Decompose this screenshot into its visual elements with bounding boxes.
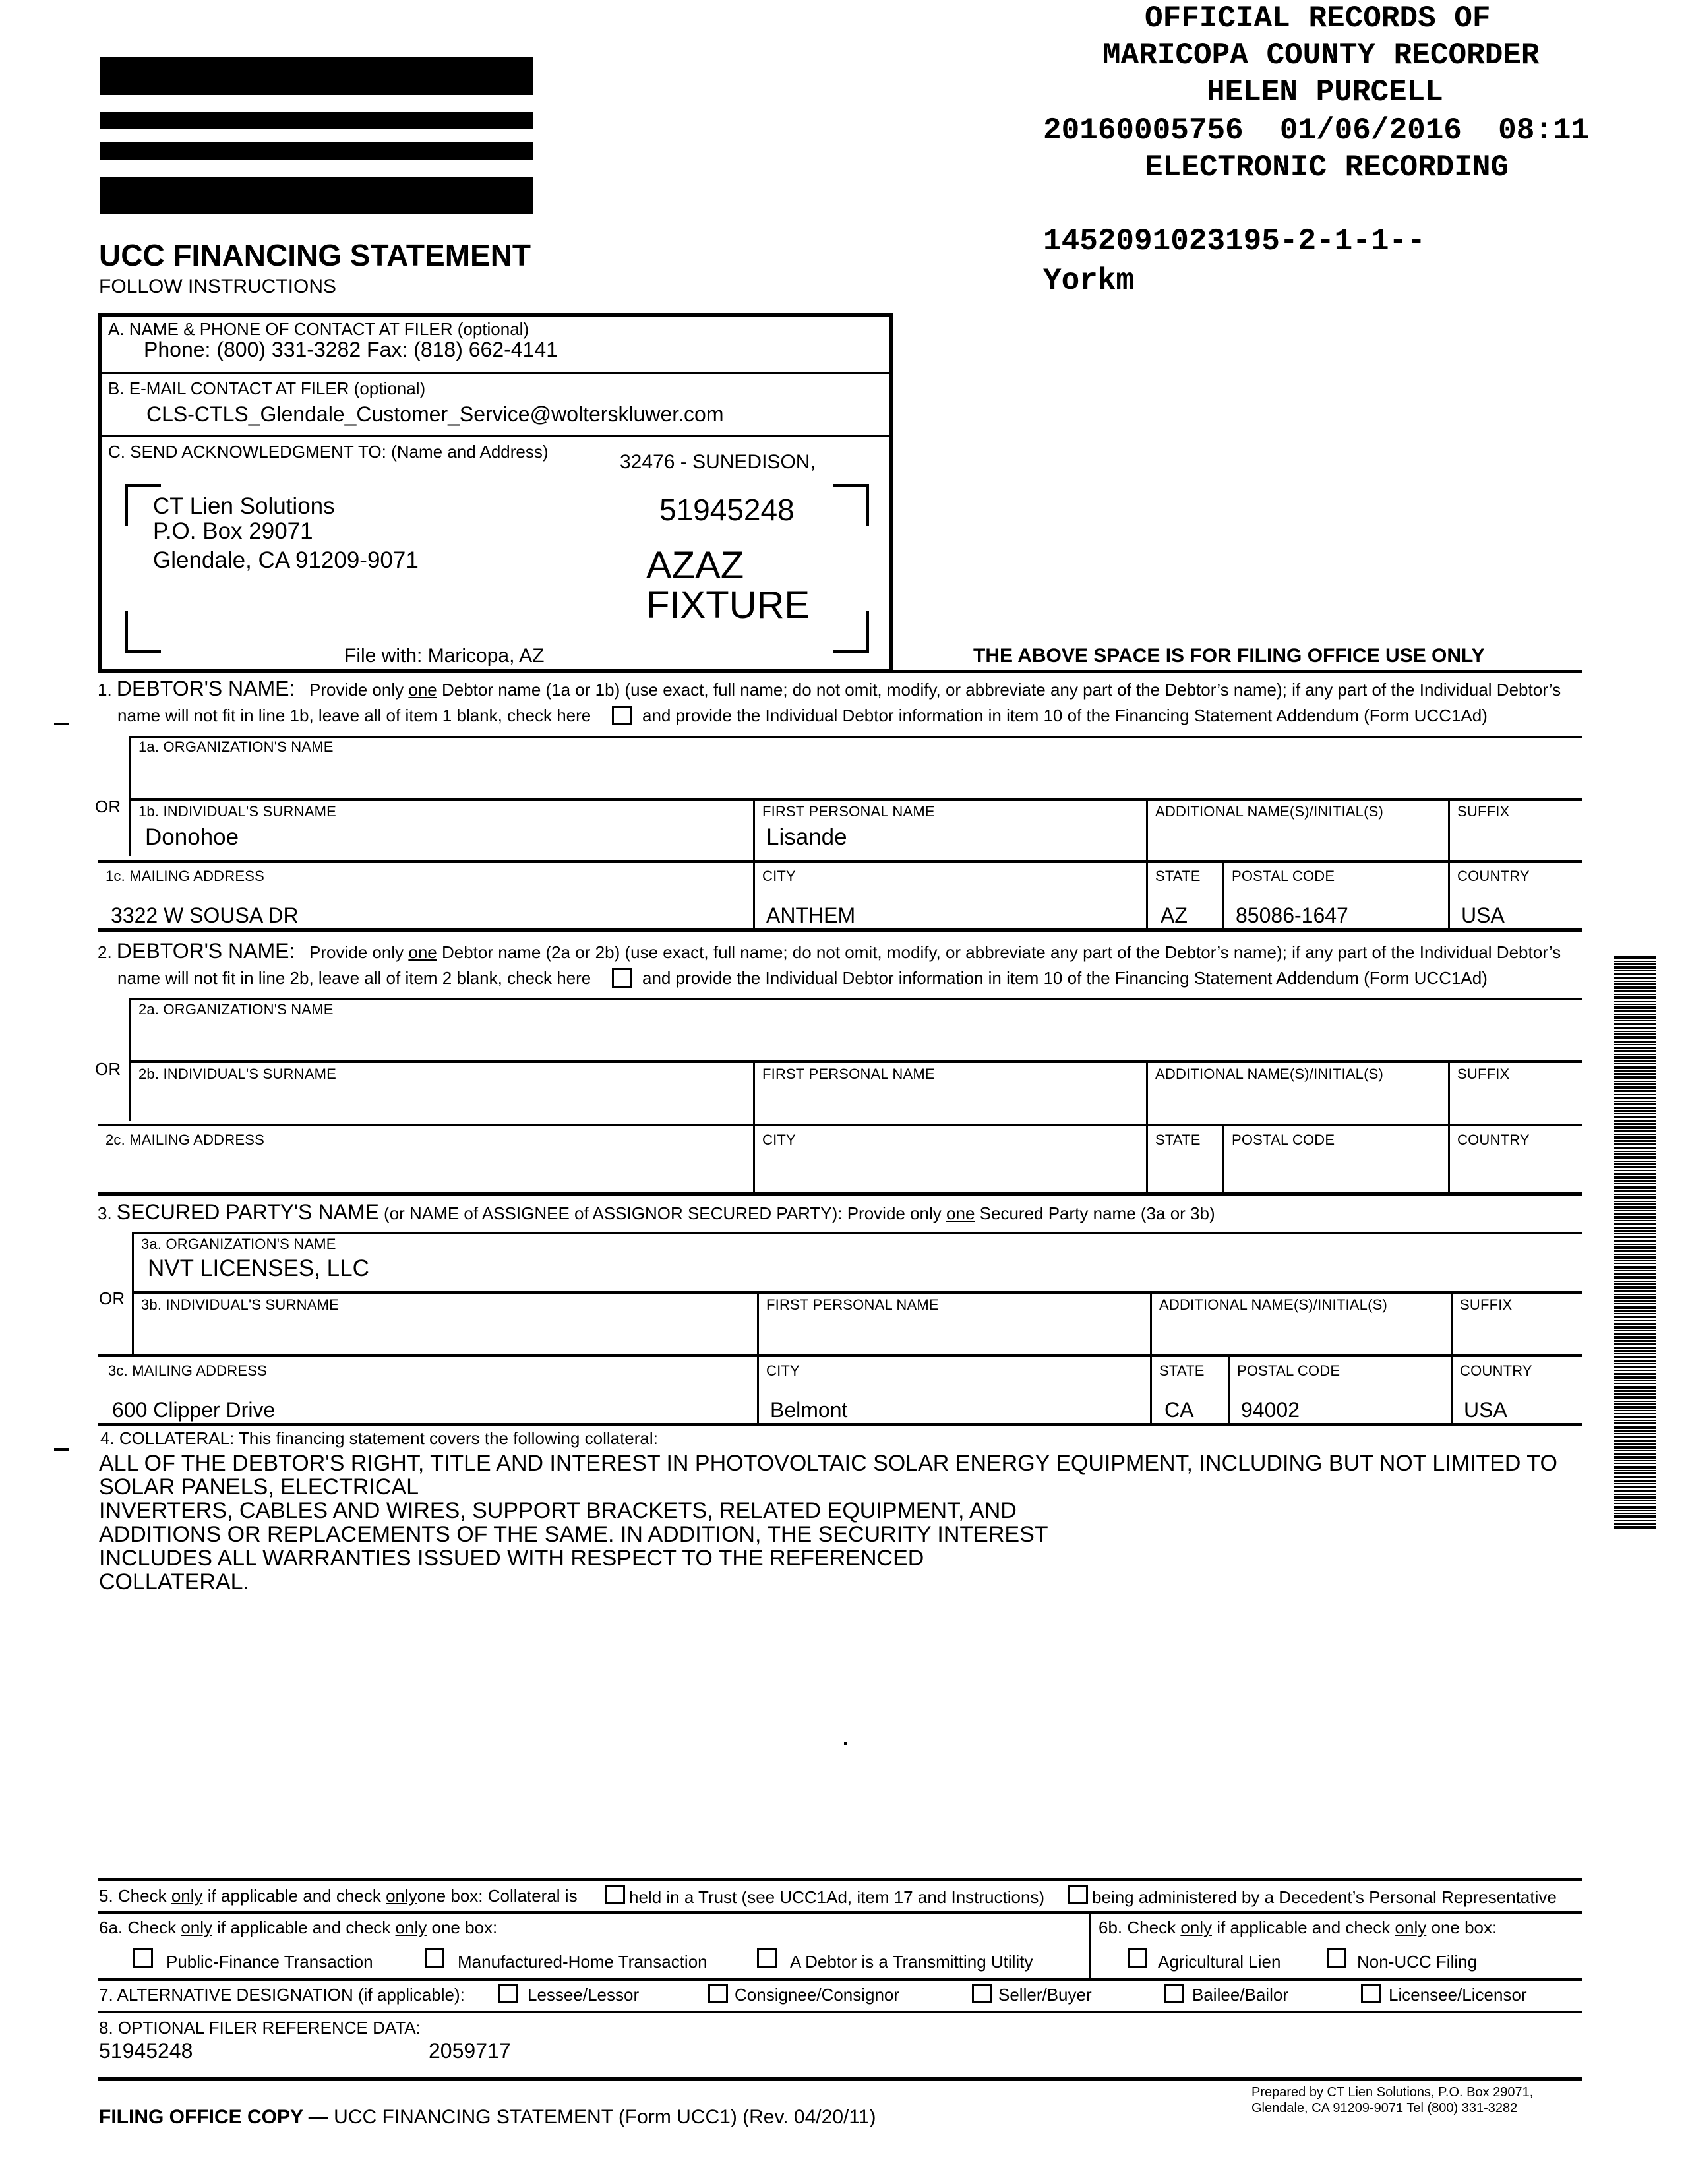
lessee-lessor-checkbox[interactable] — [498, 1984, 518, 2003]
lessee-lessor-label: Lessee/Lessor — [528, 1985, 640, 2005]
section3-additional-label: ADDITIONAL NAME(S)/INITIAL(S) — [1159, 1296, 1388, 1313]
form-title: UCC FINANCING STATEMENT — [99, 238, 531, 272]
section1-suffix-label: SUFFIX — [1457, 803, 1510, 820]
alternative-designation-label: 7. ALTERNATIVE DESIGNATION (if applicable): — [99, 1985, 465, 2005]
optional-reference-value2: 2059717 — [429, 2039, 511, 2063]
section2-instr-line3: and provide the Individual Debtor information in item 10 of the Financing Statement Addendum (Form UCC1Ad) — [642, 968, 1488, 988]
box-c-account: 32476 - SUNEDISON, — [620, 451, 816, 473]
section2-city-label: CITY — [762, 1132, 796, 1148]
section1-city: ANTHEM — [766, 903, 856, 927]
section1-postal: 85086-1647 — [1236, 903, 1348, 927]
section3-or: OR — [99, 1289, 125, 1308]
section1-city-label: CITY — [762, 868, 796, 884]
section1-mailing-label: 1c. MAILING ADDRESS — [106, 868, 264, 884]
section3-city-label: CITY — [766, 1362, 800, 1379]
section1-state-label: STATE — [1155, 868, 1201, 884]
ack-name: CT Lien Solutions — [153, 493, 335, 519]
bracket-top-right — [833, 484, 869, 526]
ack-address1: P.O. Box 29071 — [153, 518, 313, 544]
trust-checkbox[interactable] — [605, 1885, 625, 1904]
recorder-ref2: Yorkm — [1043, 264, 1135, 298]
recorder-line1: OFFICIAL RECORDS OF — [1145, 1, 1491, 36]
ack-number: 51945248 — [659, 493, 795, 527]
section3-postal: 94002 — [1241, 1398, 1300, 1422]
section2-individual-checkbox[interactable] — [612, 968, 632, 988]
trust-option-label: held in a Trust (see UCC1Ad, item 17 and Instructions) — [629, 1887, 1045, 1907]
form-subtitle: FOLLOW INSTRUCTIONS — [99, 276, 337, 297]
section3-postal-label: POSTAL CODE — [1237, 1362, 1341, 1379]
decedent-option-label: being administered by a Decedent’s Personal Representative — [1092, 1887, 1557, 1907]
section3-surname-label: 3b. INDIVIDUAL'S SURNAME — [141, 1296, 339, 1313]
section2-top-rule — [98, 928, 1582, 932]
section3-suffix-label: SUFFIX — [1460, 1296, 1513, 1313]
file-with: File with: Maricopa, AZ — [344, 645, 545, 667]
footer-form-label: FILING OFFICE COPY — UCC FINANCING STATEMENT (Form UCC1) (Rev. 04/20/11) — [99, 2106, 876, 2128]
section1-state: AZ — [1160, 903, 1188, 927]
section1-or: OR — [95, 797, 121, 816]
section1-heading: 1. DEBTOR'S NAME: Provide only one Debtor name (1a or 1b) (use exact, full name; do not omit, modify, or abbreviate any part of the Debtor’s name); if any part of the Individual Debtor’s — [98, 677, 1561, 700]
ack-code1: AZAZ — [646, 544, 744, 587]
licensee-licensor-label: Licensee/Licensor — [1389, 1985, 1527, 2005]
section1-postal-label: POSTAL CODE — [1232, 868, 1335, 884]
section2-country-label: COUNTRY — [1457, 1132, 1530, 1148]
agricultural-lien-checkbox[interactable] — [1128, 1948, 1147, 1968]
margin-tick — [54, 1448, 69, 1451]
collateral-label: 4. COLLATERAL: This financing statement covers the following collateral: — [100, 1428, 658, 1448]
section3-first-label: FIRST PERSONAL NAME — [766, 1296, 939, 1313]
section1-additional-label: ADDITIONAL NAME(S)/INITIAL(S) — [1155, 803, 1384, 820]
section3-state-label: STATE — [1159, 1362, 1205, 1379]
footer-prepared-line2: Glendale, CA 91209-9071 Tel (800) 331-3282 — [1251, 2101, 1518, 2115]
section6b-text: 6b. Check only if applicable and check only one box: — [1099, 1918, 1497, 1937]
section2-mailing-label: 2c. MAILING ADDRESS — [106, 1132, 264, 1148]
bracket-bottom-right — [833, 611, 869, 653]
section3-org: NVT LICENSES, LLC — [148, 1256, 369, 1281]
section2-heading: 2. DEBTOR'S NAME: Provide only one Debtor name (2a or 2b) (use exact, full name; do not omit, modify, or abbreviate any part of the Debtor’s name); if any part of the Individual Debtor’s — [98, 939, 1561, 963]
section2-org-label: 2a. ORGANIZATION'S NAME — [138, 1001, 334, 1017]
seller-buyer-label: Seller/Buyer — [998, 1985, 1092, 2005]
filing-office-note: THE ABOVE SPACE IS FOR FILING OFFICE USE ONLY — [973, 645, 1485, 667]
section1-individual-checkbox[interactable] — [612, 706, 632, 725]
stray-dot — [844, 1742, 847, 1745]
optional-reference-value1: 51945248 — [99, 2039, 193, 2063]
section1-first-label: FIRST PERSONAL NAME — [762, 803, 935, 820]
section2-first-label: FIRST PERSONAL NAME — [762, 1066, 935, 1082]
bracket-bottom-left — [125, 611, 161, 653]
section3-country-label: COUNTRY — [1460, 1362, 1532, 1379]
ack-address2: Glendale, CA 91209-9071 — [153, 547, 419, 573]
transmitting-utility-label: A Debtor is a Transmitting Utility — [790, 1952, 1033, 1972]
section2-suffix-label: SUFFIX — [1457, 1066, 1510, 1082]
non-ucc-checkbox[interactable] — [1327, 1948, 1346, 1968]
section6a-text: 6a. Check only if applicable and check only one box: — [99, 1918, 498, 1937]
non-ucc-label: Non-UCC Filing — [1357, 1952, 1478, 1972]
section1-surname-label: 1b. INDIVIDUAL'S SURNAME — [138, 803, 336, 820]
section1-country: USA — [1461, 903, 1505, 927]
section2-additional-label: ADDITIONAL NAME(S)/INITIAL(S) — [1155, 1066, 1384, 1082]
section1-org-label: 1a. ORGANIZATION'S NAME — [138, 739, 334, 755]
section1-first: Lisande — [766, 824, 847, 850]
section1-instr-line2: name will not fit in line 1b, leave all of item 1 blank, check here — [117, 706, 591, 725]
section2-surname-label: 2b. INDIVIDUAL'S SURNAME — [138, 1066, 336, 1082]
transmitting-utility-checkbox[interactable] — [757, 1948, 777, 1968]
recorder-line3: HELEN PURCELL — [1207, 75, 1443, 109]
licensee-licensor-checkbox[interactable] — [1361, 1984, 1381, 2003]
section3-heading: 3. SECURED PARTY'S NAME (or NAME of ASSIGNEE of ASSIGNOR SECURED PARTY): Provide only one Secured Party name (3a or 3b) — [98, 1200, 1215, 1224]
section3-mailing-label: 3c. MAILING ADDRESS — [108, 1362, 267, 1379]
box-b-value: CLS-CTLS_Glendale_Customer_Service@wolterskluwer.com — [146, 402, 724, 426]
margin-tick — [54, 723, 69, 725]
footer-prepared-line1: Prepared by CT Lien Solutions, P.O. Box 29071, — [1251, 2085, 1534, 2100]
agricultural-lien-label: Agricultural Lien — [1158, 1952, 1281, 1972]
seller-buyer-checkbox[interactable] — [972, 1984, 992, 2003]
box-c-label: C. SEND ACKNOWLEDGMENT TO: (Name and Address) — [108, 442, 549, 462]
decedent-checkbox[interactable] — [1068, 1885, 1088, 1904]
section3-country: USA — [1464, 1398, 1507, 1422]
section2-state-label: STATE — [1155, 1132, 1201, 1148]
box-a-label: A. NAME & PHONE OF CONTACT AT FILER (optional) — [108, 319, 529, 339]
manufactured-home-checkbox[interactable] — [425, 1948, 444, 1968]
box-b-label: B. E-MAIL CONTACT AT FILER (optional) — [108, 379, 426, 398]
section1-top-rule — [98, 670, 1582, 673]
public-finance-checkbox[interactable] — [133, 1948, 153, 1968]
box-a-value: Phone: (800) 331-3282 Fax: (818) 662-4141 — [144, 338, 558, 361]
optional-reference-label: 8. OPTIONAL FILER REFERENCE DATA: — [99, 2018, 421, 2038]
recorder-ref1: 1452091023195-2-1-1-- — [1043, 224, 1426, 258]
section3-org-label: 3a. ORGANIZATION'S NAME — [141, 1236, 336, 1252]
section1-surname: Donohoe — [145, 824, 239, 850]
consignee-consignor-label: Consignee/Consignor — [735, 1985, 900, 2005]
section3-state: CA — [1164, 1398, 1194, 1422]
consignee-consignor-checkbox[interactable] — [708, 1984, 728, 2003]
section3-mailing: 600 Clipper Drive — [112, 1398, 276, 1422]
section3-city: Belmont — [770, 1398, 848, 1422]
section1-country-label: COUNTRY — [1457, 868, 1530, 884]
section4-top-rule — [98, 1423, 1582, 1426]
manufactured-home-label: Manufactured-Home Transaction — [458, 1952, 708, 1972]
section2-instr-line2: name will not fit in line 2b, leave all of item 2 blank, check here — [117, 968, 591, 988]
public-finance-label: Public-Finance Transaction — [166, 1952, 373, 1972]
section2-or: OR — [95, 1059, 121, 1079]
barcode — [1614, 956, 1656, 1530]
recorder-line4: 20160005756 01/06/2016 08:11 — [1043, 113, 1590, 148]
recorder-line2: MARICOPA COUNTY RECORDER — [1102, 38, 1540, 73]
section1-mailing: 3322 W SOUSA DR — [111, 903, 299, 927]
bailee-bailor-checkbox[interactable] — [1164, 1984, 1184, 2003]
ack-code2: FIXTURE — [646, 584, 810, 626]
section2-postal-label: POSTAL CODE — [1232, 1132, 1335, 1148]
section1-instr-line3: and provide the Individual Debtor information in item 10 of the Financing Statement Addendum (Form UCC1Ad) — [642, 706, 1488, 725]
section3-top-rule — [98, 1192, 1582, 1196]
bailee-bailor-label: Bailee/Bailor — [1192, 1985, 1288, 2005]
section5-text: 5. Check only if applicable and check onlyone box: Collateral is — [99, 1886, 578, 1906]
recorder-line5: ELECTRONIC RECORDING — [1145, 150, 1509, 185]
